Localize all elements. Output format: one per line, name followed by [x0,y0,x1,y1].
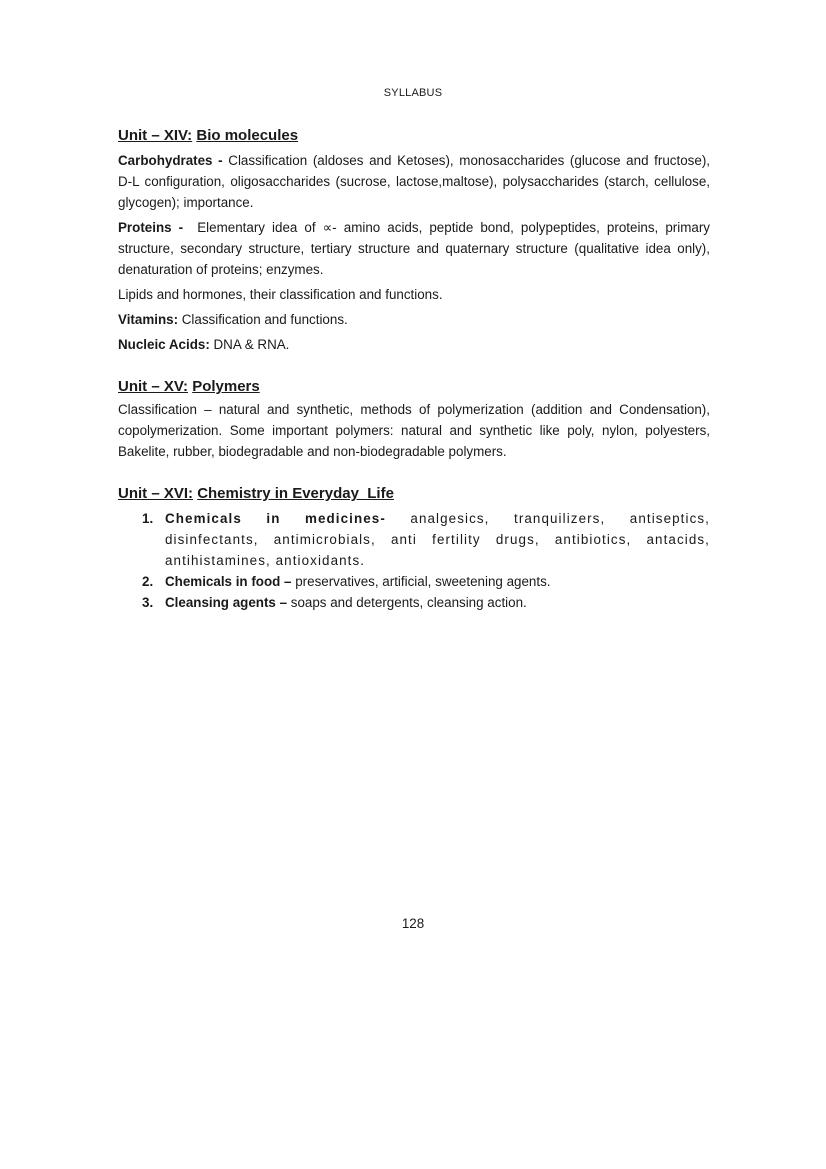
topic-list [118,508,710,613]
unit-heading [118,126,710,146]
list-item-lead: Chemicals in medicines- [165,511,386,526]
unit-section-chemistry-everyday-life [118,484,710,613]
paragraph-lipids [118,284,710,305]
list-item-number: 3. [142,595,154,610]
list-item-text: analgesics, tranquilizers, antiseptics, disinfectants, antimicrobials, anti fertility drugs, antibiotics, antacids, antihistamines, antioxidants. [165,511,710,568]
list-item [118,571,710,592]
paragraph-text: Classification (aldoses and Ketoses), monosaccharides (glucose and fructose), D-L configuration, oligosaccharides (sucrose, lactose,maltose), polysaccharides (starch, cellulose, glycogen); importance. [118,153,710,210]
list-item-text: soaps and detergents, cleansing action. [287,595,527,610]
unit-label: Unit – XV: [118,378,189,395]
list-item [118,592,710,613]
list-item [118,508,710,571]
unit-label: Unit – XIV: [118,127,193,144]
unit-title: Bio molecules [196,127,299,144]
unit-heading [118,484,710,504]
unit-title: Polymers [192,378,260,395]
syllabus-content [118,126,714,635]
page-number: 128 [401,916,425,931]
paragraph-lead: Nucleic Acids: [118,337,210,352]
paragraph-text: Elementary idea of ∝- amino acids, peptide bond, polypeptides, proteins, primary structure, secondary structure, tertiary structure and quaternary structure (qualitative idea only), denaturation of proteins; enzymes. [118,220,714,277]
paragraph-vitamins [118,309,710,330]
list-item-text: preservatives, artificial, sweetening agents. [291,574,551,589]
list-item-number: 2. [142,574,154,589]
page-header: SYLLABUS [383,87,443,99]
paragraph-polymers [118,399,710,462]
paragraph-carbohydrates [118,150,710,213]
unit-section-bio-molecules [118,126,714,355]
unit-title: Chemistry in Everyday Life [197,485,394,502]
paragraph-proteins [118,217,714,280]
list-item-lead: Chemicals in food – [165,574,292,589]
list-item-lead: Cleansing agents – [165,595,288,610]
paragraph-text: Lipids and hormones, their classification and functions. [118,287,443,302]
paragraph-lead: Proteins - [118,220,184,235]
unit-section-polymers [118,377,710,462]
paragraph-text: Classification and functions. [178,312,348,327]
paragraph-nucleic-acids [118,334,710,355]
list-item-number: 1. [142,511,154,526]
unit-heading [118,377,710,397]
paragraph-text: Classification – natural and synthetic, methods of polymerization (addition and Condensation), copolymerization. Some important polymers: natural and synthetic like poly, nylon, polyesters, Bakelite, rubber, biodegradable and non-biodegradable polymers. [118,402,710,459]
unit-label: Unit – XVI: [118,485,194,502]
paragraph-lead: Vitamins: [118,312,179,327]
paragraph-text: DNA & RNA. [209,337,290,352]
paragraph-lead: Carbohydrates - [118,153,223,168]
